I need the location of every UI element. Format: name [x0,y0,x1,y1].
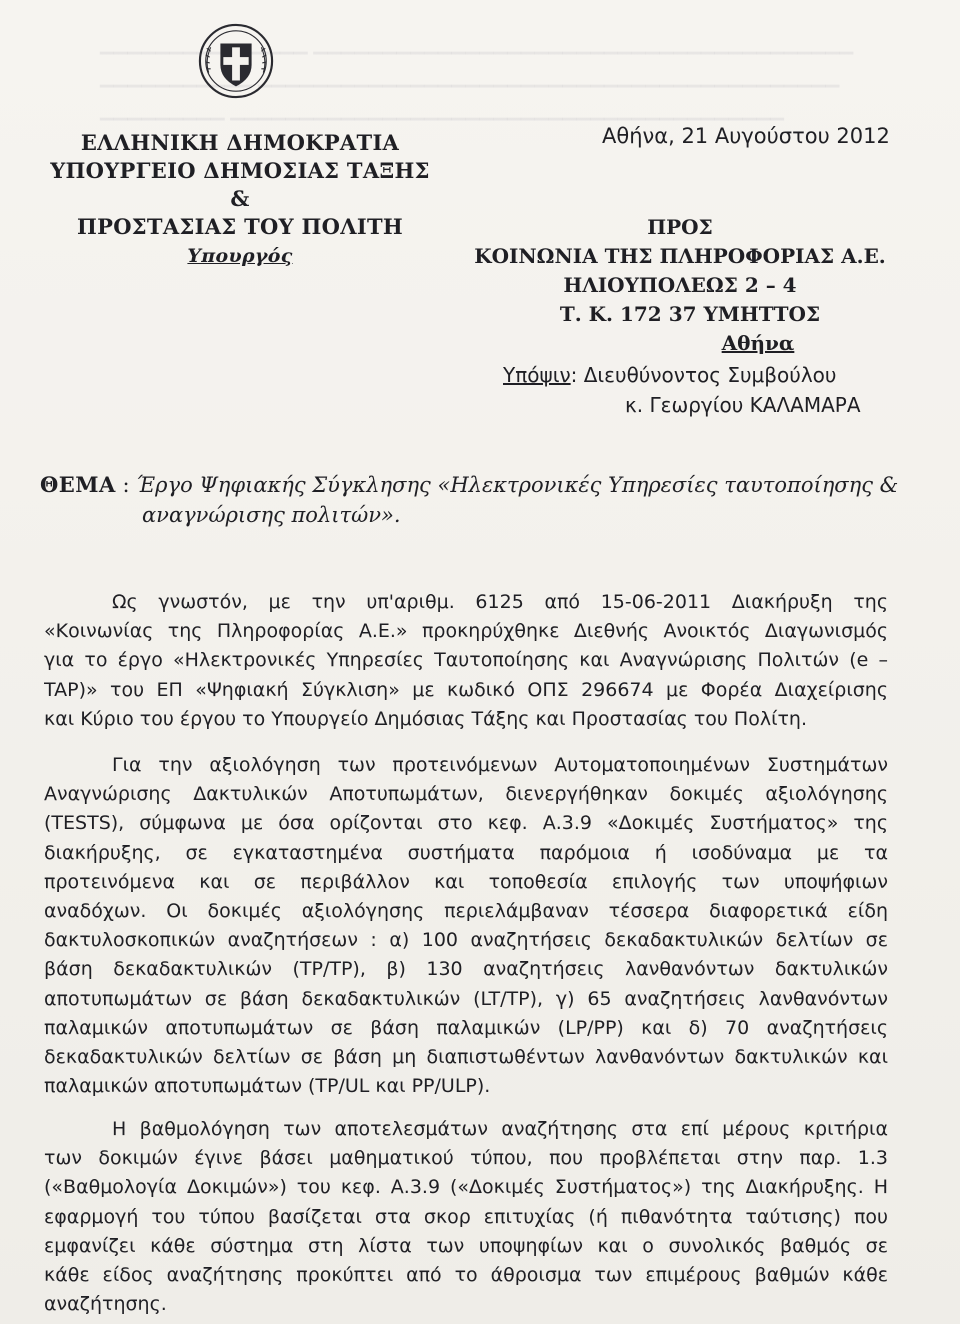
paragraph-line: αποτυπωμάτων σε βάση δεκαδακτυλικών (LT/TP), γ) 65 αναζητήσεις λανθανόντων [44,987,888,1010]
letterhead [40,129,440,270]
paragraph-line: για το έργο «Ηλεκτρονικές Υπηρεσίες Ταυτοποίησης και Αναγνώρισης Πολιτών (e – [44,649,888,672]
attention-person: κ. Γεωργίου ΚΑΛΑΜΑΡΑ [625,393,861,417]
recipient-street: ΗΛΙΟΥΠΟΛΕΩΣ 2 – 4 [563,273,797,297]
recipient-org: ΚΟΙΝΩΝΙΑ ΤΗΣ ΠΛΗΡΟΦΟΡΙΑΣ Α.Ε. [474,244,886,268]
paragraph-line: Αναγνώρισης Δακτυλικών Αποτυπωμάτων, διενεργήθηκαν δοκιμές αξιολόγησης [44,783,888,806]
paragraph-line: και Κύριο του έργου το Υπουργείο Δημόσιας Τάξης και Προστασίας του Πολίτη. [44,707,808,730]
paragraph-line: Ως γνωστόν, με την υπ'αριθμ. 6125 από 15-06-2011 Διακήρυξη της [112,591,888,613]
paragraph-line: κάθε είδος αναζήτησης προκύπτει από το άθροισμα των επιμέρους βαθμών κάθε [44,1264,888,1287]
paragraph-line: (TESTS), σύμφωνα με όσα ορίζονται στο κεφ. Α.3.9 «Δοκιμές Συστήματος» της [44,812,888,835]
paragraph-line: βάση δεκαδακτυλικών (TP/TP), β) 130 αναζητήσεις λανθανόντων δακτυλικών [44,958,888,981]
paragraph-line: αναδόχων. Οι δοκιμές αξιολόγησης περιελάμβαναν τέσσερα διαφορετικά είδη [44,900,888,923]
subject-line-1: Έργο Ψηφιακής Σύγκλησης «Ηλεκτρονικές Υπηρεσίες ταυτοποίησης & [136,473,899,497]
letterhead-role: Υπουργός [187,245,293,267]
recipient-city: Αθήνα [721,331,795,355]
paragraph-line: «Κοινωνίας της Πληροφορίας Α.Ε.» προκηρύχθηκε Διεθνής Ανοικτός Διαγωνισμός [44,620,888,643]
paragraph-line: παλαμικών αποτυπωμάτων (TP/UL και PP/ULP). [44,1075,491,1098]
paragraph-line: παλαμικών αποτυπωμάτων σε βάση παλαμικών (LP/PP) και δ) 70 αναζητήσεις [44,1016,888,1039]
paragraph-line: δεκαδακτυλικών δελτίων σε βάση μη διαπιστωθέντων λανθανόντων δακτυλικών και [44,1046,888,1069]
body-paragraph-1 [44,588,888,734]
recipient-label: ΠΡΟΣ [647,215,713,239]
paragraph-line: των δοκιμών έγινε βάσει μαθηματικού τύπου, που προβλέπεται στην παρ. 1.3 [44,1147,888,1170]
paragraph-line: TAP)» του ΕΠ «Ψηφιακή Σύγκλιση» με κωδικό ΟΠΣ 296674 με Φορέα Διαχείρισης [44,678,888,701]
reverse-side-show-through: ▁▁▁▁▁▁▁▁▁▁▁▁▁▁▁ ▁▁▁▁▁▁▁▁▁▁▁▁▁▁▁▁▁▁▁▁▁▁▁▁▁▁▁▁▁▁▁▁▁▁▁▁▁▁▁ ▁▁▁▁▁▁▁▁▁▁▁ ▁▁▁▁▁▁▁▁▁▁▁▁▁▁▁▁▁▁▁▁▁▁▁▁▁▁▁▁▁▁▁▁▁▁▁▁▁▁▁▁▁▁ ▁▁▁▁▁▁▁▁▁ ▁▁▁▁▁▁▁▁▁▁▁▁▁▁▁▁▁▁▁▁▁▁▁▁▁▁▁▁▁▁▁▁▁▁▁▁▁▁▁▁ [100,34,854,121]
paragraph-line: δακτυλοσκοπικών αναζητήσεων : α) 100 αναζητήσεις δεκαδακτυλικών δελτίων σε [44,929,888,952]
letterhead-ministry-cont: ΠΡΟΣΤΑΣΙΑΣ ΤΟΥ ΠΟΛΙΤΗ [76,214,404,239]
recipient-block [470,213,890,358]
paragraph-line: («Βαθμολογία Δοκιμών») του κεφ. Α.3.9 («Δοκιμές Συστήματος») της Διακήρυξης. Η [44,1176,888,1199]
paragraph-line: εμφανίζει κάθε σύστημα στη λίστα των υποψηφίων και ο συνολικός βαθμός σε [44,1234,888,1257]
subject-label: ΘΕΜΑ [40,472,116,497]
paragraph-line: εφαρμογή του τύπου βασίζεται στα σκορ επιτυχίας (ή πιθανότητα ταύτισης) που [44,1205,888,1228]
recipient-postal: Τ. Κ. 172 37 ΥΜΗΤΤΟΣ [559,302,821,326]
body-paragraph-3 [44,1115,888,1319]
paragraph-line: διακήρυξης, σε εγκαταστημένα συστήματα παρόμοια ή ισοδύναμα με τα [44,841,888,864]
attention-label: Υπόψιν [503,363,571,387]
paragraph-line: Η βαθμολόγηση των αποτελεσμάτων αναζήτησης στα επί μέρους κριτήρια [112,1118,888,1140]
paragraph-line: προτεινόμενα και σε περιβάλλον και τοποθεσία επιλογής των υποψήφιων [44,870,888,893]
paragraph-line: Για την αξιολόγηση των προτεινόμενων Αυτοματοποιημένων Συστημάτων [112,754,888,776]
greek-coat-of-arms-icon [197,22,275,100]
letterhead-country: ΕΛΛΗΝΙΚΗ ΔΗΜΟΚΡΑΤΙΑ [80,130,400,155]
letterhead-ministry: ΥΠΟΥΡΓΕΙΟ ΔΗΜΟΣΙΑΣ ΤΑΞΗΣ & [50,158,430,211]
letter-date: Αθήνα, 21 Αυγούστου 2012 [602,124,890,148]
attention-title: : Διευθύνοντος Συμβούλου [570,363,837,387]
attention-block [503,360,861,420]
paragraph-line: αναζήτησης. [44,1293,167,1316]
subject-line-2: αναγνώρισης πολιτών». [142,503,401,527]
subject-block [40,470,900,530]
body-paragraph-2 [44,751,888,1101]
subject-separator: : [115,473,137,497]
